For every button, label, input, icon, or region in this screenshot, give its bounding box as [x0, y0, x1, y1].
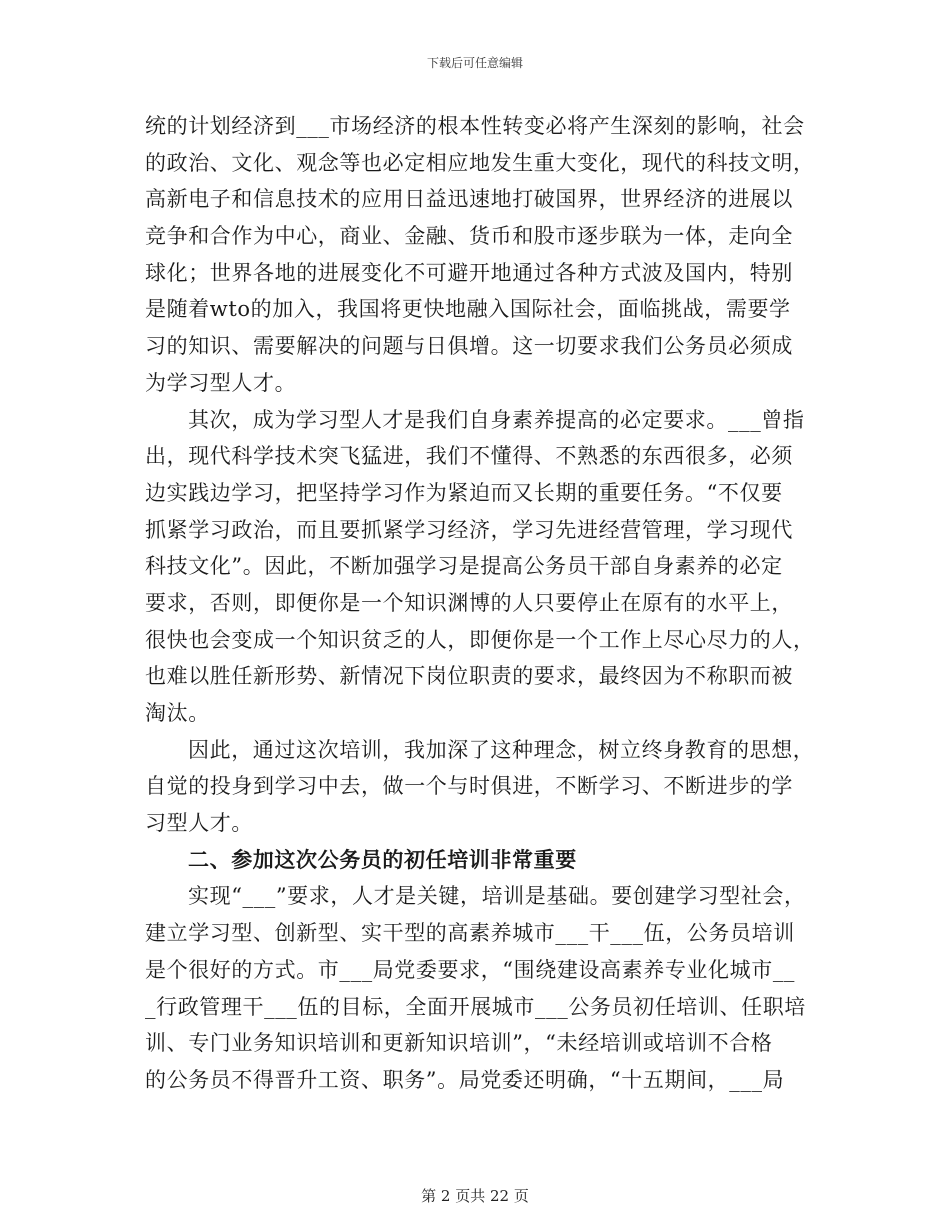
text-line: _行政管理干___伍的目标，全面开展城市___公务员初任培训、任职培: [145, 994, 806, 1019]
section-heading: 二、参加这次公务员的初任培训非常重要: [188, 846, 577, 872]
page-number: 第 2 页共 22 页: [421, 1187, 529, 1205]
text-line: 训、专门业务知识培训和更新知识培训”，“未经培训或培训不合格: [145, 1031, 773, 1056]
document-body: [145, 108, 825, 1099]
text-line: 建立学习型、创新型、实干型的高素养城市___干___伍，公务员培训: [145, 921, 795, 946]
text-line: 淘汰。: [145, 701, 210, 725]
text-line: 习型人才。: [145, 811, 253, 836]
paragraph-start-line: 因此，通过这次培训，我加深了这种理念，树立终身教育的思想，: [188, 737, 815, 762]
paragraph-start-line: 其次，成为学习型人才是我们自身素养提高的必定要求。___曾指: [188, 407, 805, 432]
text-line: 是随着wto的加入，我国将更快地融入国际社会，面临挑战，需要学: [145, 297, 791, 322]
paragraph-start-line: 实现“___”要求，人才是关键，培训是基础。要创建学习型社会，: [188, 884, 806, 909]
text-line: 的政治、文化、观念等也必定相应地发生重大变化，现代的科技文明，: [145, 150, 815, 175]
text-line: 要求，否则，即便你是一个知识渊博的人只要停止在原有的水平上，: [145, 590, 793, 615]
text-line: 自觉的投身到学习中去，做一个与时俱进，不断学习、不断进步的学: [145, 774, 793, 799]
text-line: 也难以胜任新形势、新情况下岗位职责的要求，最终因为不称职而被: [145, 664, 793, 689]
page-header: 下载后可任意编辑: [426, 56, 523, 70]
text-line: 边实践边学习，把坚持学习作为紧迫而又长期的重要任务。“不仅要: [145, 480, 783, 505]
text-line: 统的计划经济到___市场经济的根本性转变必将产生深刻的影响，社会: [145, 114, 805, 138]
text-line: 出，现代科学技术突飞猛进，我们不懂得、不熟悉的东西很多，必须: [145, 444, 793, 469]
text-line: 高新电子和信息技术的应用日益迅速地打破国界，世界经济的进展以: [145, 187, 793, 212]
text-line: 球化；世界各地的进展变化不可避开地通过各种方式波及国内，特别: [145, 260, 793, 285]
text-line: 科技文化”。因此，不断加强学习是提高公务员干部自身素养的必定: [145, 554, 783, 579]
text-line: 竞争和合作为中心，商业、金融、货币和股市逐步联为一体，走向全: [145, 224, 793, 249]
text-line: 是个很好的方式。市___局党委要求，“围绕建设高素养专业化城市__: [145, 957, 796, 982]
text-line: 为学习型人才。: [145, 370, 297, 395]
text-line: 很快也会变成一个知识贫乏的人，即便你是一个工作上尽心尽力的人，: [145, 627, 815, 652]
text-line: 习的知识、需要解决的问题与日俱增。这一切要求我们公务员必须成: [145, 334, 793, 359]
text-line: 的公务员不得晋升工资、职务”。局党委还明确，“十五期间，___局: [145, 1067, 785, 1092]
text-line: 抓紧学习政治，而且要抓紧学习经济，学习先进经营管理，学习现代: [145, 517, 793, 542]
